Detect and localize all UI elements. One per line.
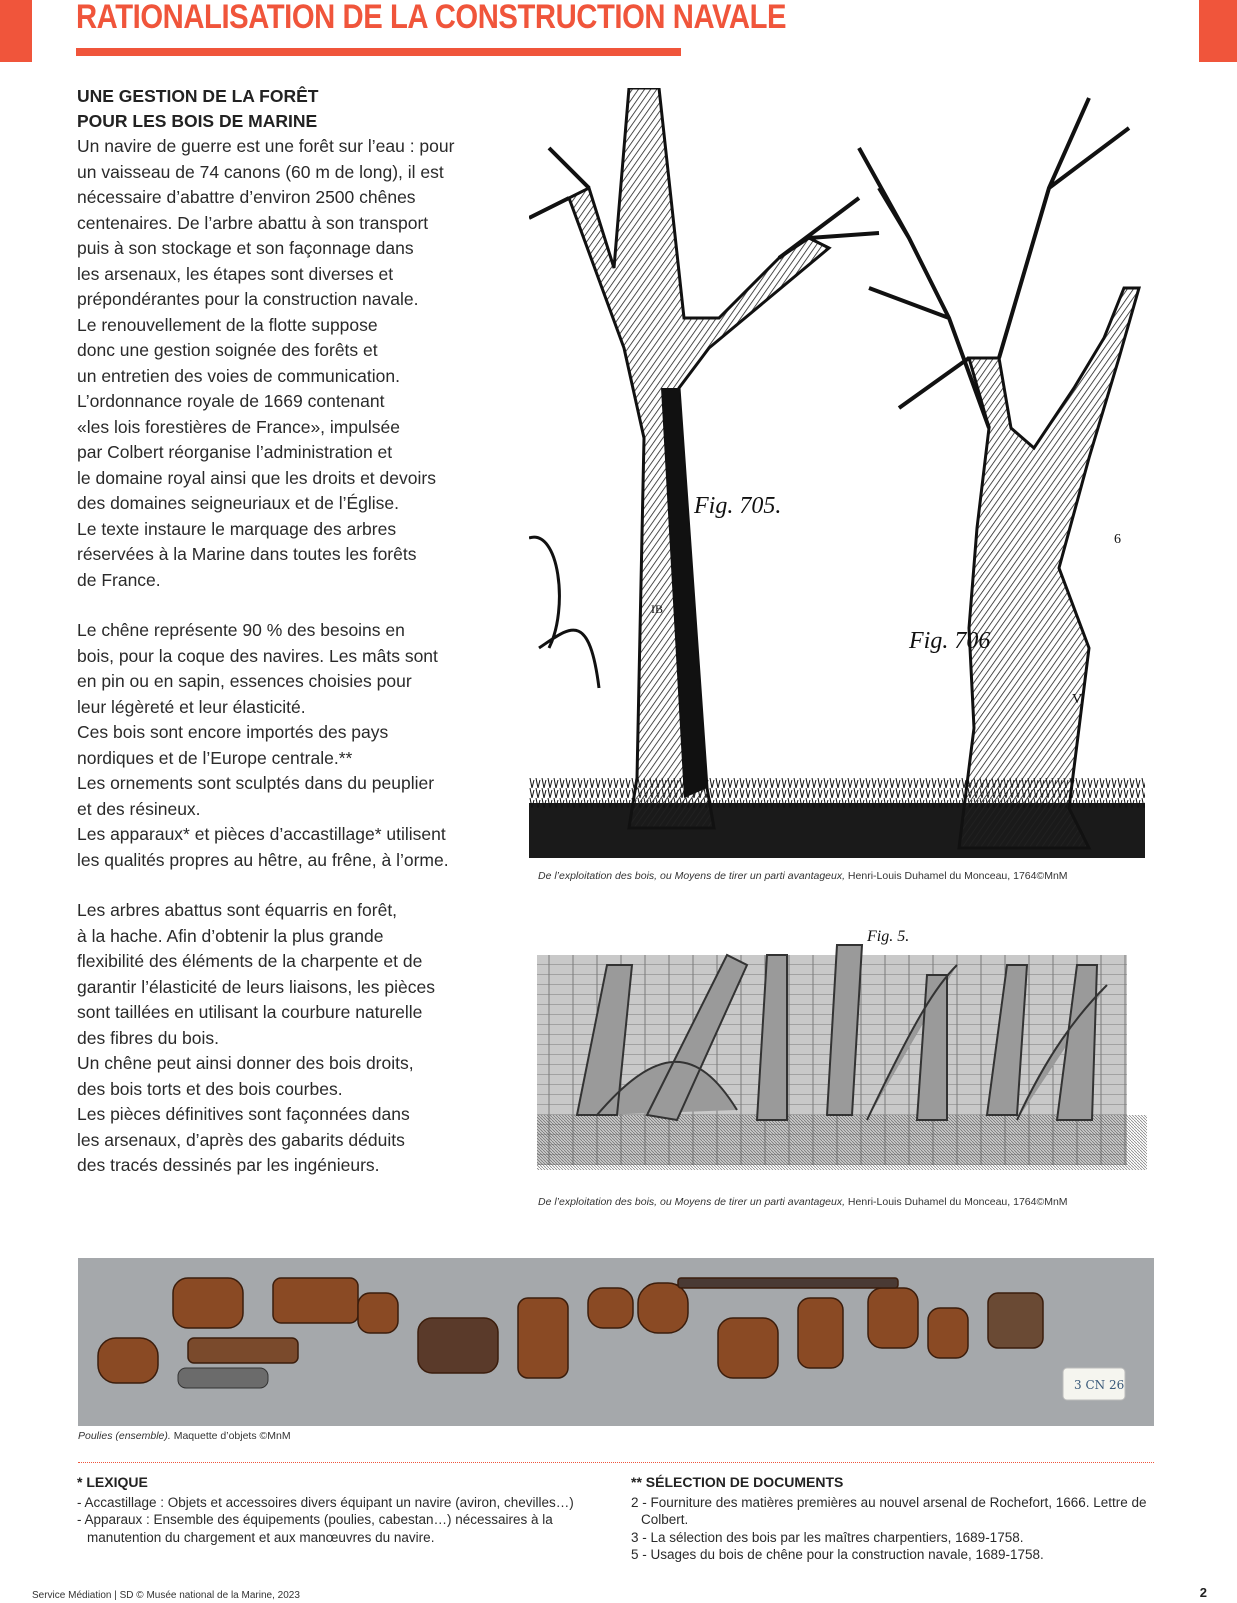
- section-heading-line: UNE GESTION DE LA FORÊT: [77, 86, 319, 106]
- page-number: 2: [1199, 1585, 1207, 1600]
- caption-photo-pulleys: [78, 1430, 291, 1442]
- paragraph-line: Les arbres abattus sont équarris en forêt,: [77, 900, 398, 920]
- caption-italic: De l’exploitation des bois, ou Moyens de tirer un parti avantageux,: [538, 870, 846, 882]
- paragraph-line: Le renouvellement de la flotte suppose: [77, 314, 378, 335]
- paragraph-line: puis à son stockage et son façonnage dans: [77, 238, 414, 258]
- paragraph-line: des domaines seigneuriaux et de l’Église.: [77, 493, 399, 513]
- paragraph-line: bois, pour la coque des navires. Les mâts sont: [77, 645, 438, 666]
- fig-label-right: Fig. 706: [909, 628, 991, 654]
- caption-credit: Henri-Louis Duhamel du Monceau, 1764©MnM: [845, 870, 1068, 882]
- engraving-timber-image: [537, 925, 1147, 1195]
- paragraph-line: Ces bois sont encore importés des pays: [77, 722, 389, 742]
- title-underline: [76, 48, 681, 56]
- paragraph-line: réservées à la Marine dans toutes les forêts: [77, 544, 417, 564]
- engraving-trees-image: [529, 88, 1145, 858]
- section-heading-line: POUR LES BOIS DE MARINE: [77, 111, 318, 131]
- corner-accent-right: [1199, 0, 1237, 62]
- caption-engraving-trees: [538, 870, 1068, 882]
- paragraph-line: par Colbert réorganise l’administration et: [77, 442, 393, 462]
- paragraph-line: Le texte instaure le marquage des arbres: [77, 518, 397, 539]
- paragraph-line: les arsenaux, les étapes sont diverses et: [77, 263, 394, 284]
- paragraph-line: Les apparaux* et pièces d’accastillage* utilisent: [77, 824, 446, 844]
- paragraph-line: les qualités propres au hêtre, au frêne, à l’orme.: [77, 849, 449, 870]
- paragraph-line: Les ornements sont sculptés dans du peuplier: [77, 773, 435, 793]
- paragraph-line: nécessaire d’abattre d’environ 2500 chênes: [77, 187, 416, 207]
- paragraph-line: leur légèreté et leur élasticité.: [77, 696, 306, 717]
- fig-label-left: Fig. 705.: [694, 493, 782, 519]
- fig-mark-v: V: [1072, 692, 1083, 707]
- caption-engraving-timber: [538, 1196, 1068, 1208]
- paragraph-line: en pin ou en sapin, essences choisies pour: [77, 671, 412, 691]
- footer-credit: Service Médiation | SD © Musée national de la Marine, 2023: [32, 1590, 300, 1601]
- paragraph-line: garantir l’élasticité de leurs liaisons, les pièces: [77, 976, 435, 997]
- paragraph-line: des fibres du bois.: [77, 1027, 220, 1048]
- document-item: 5 - Usages du bois de chêne pour la construction navale, 1689-1758.: [631, 1547, 1044, 1562]
- fig-mark-ib: IB: [651, 602, 663, 616]
- fig-label-timber: Fig. 5.: [867, 928, 910, 945]
- paragraph-line: donc une gestion soignée des forêts et: [77, 340, 378, 360]
- paragraph-forest-management: [77, 134, 477, 593]
- paragraph-line: centenaires. De l’arbre abattu à son transport: [77, 212, 429, 233]
- paragraph-line: les arsenaux, d’après des gabarits déduits: [77, 1129, 405, 1150]
- paragraph-line: flexibilité des éléments de la charpente et de: [77, 951, 423, 971]
- engraving-timber-drawing: [537, 925, 1147, 1195]
- lexique-title: * LEXIQUE: [77, 1474, 148, 1490]
- lexique-block: [77, 1474, 597, 1546]
- paragraph-line: nordiques et de l’Europe centrale.**: [77, 747, 353, 768]
- caption-italic: Poulies (ensemble).: [78, 1430, 171, 1442]
- paragraph-line: à la hache. Afin d’obtenir la plus grande: [77, 925, 384, 946]
- lexique-item: - Apparaux : Ensemble des équipements (poulies, cabestan…) nécessaires à la manutention du chargement et aux manœuvres du navire.: [77, 1512, 553, 1545]
- paragraph-line: un entretien des voies de communication.: [77, 365, 400, 386]
- paragraph-line: le domaine royal ainsi que les droits et devoirs: [77, 467, 436, 488]
- page-title: RATIONALISATION DE LA CONSTRUCTION NAVALE: [76, 0, 787, 36]
- paragraph-line: et des résineux.: [77, 798, 201, 819]
- paragraph-wood-species: [77, 618, 477, 873]
- section-heading: [77, 84, 477, 134]
- fig-mark-6: 6: [1114, 532, 1121, 547]
- documents-title: ** SÉLECTION DE DOCUMENTS: [631, 1474, 844, 1490]
- documents-block: [631, 1474, 1171, 1564]
- document-item: 3 - La sélection des bois par les maîtres charpentiers, 1689-1758.: [631, 1529, 1024, 1545]
- document-item: 2 - Fourniture des matières premières au nouvel arsenal de Rochefort, 1666. Lettre de Colbert.: [631, 1494, 1147, 1527]
- caption-credit: Henri-Louis Duhamel du Monceau, 1764©MnM: [845, 1196, 1068, 1208]
- paragraph-line: un vaisseau de 74 canons (60 m de long), il est: [77, 161, 444, 182]
- photo-pulleys: [78, 1258, 1154, 1426]
- paragraph-line: des tracés dessinés par les ingénieurs.: [77, 1155, 380, 1175]
- paragraph-line: «les lois forestières de France», impulsée: [77, 416, 400, 437]
- paragraph-line: de France.: [77, 569, 161, 590]
- paragraph-wood-shaping: [77, 898, 477, 1179]
- paragraph-line: Un chêne peut ainsi donner des bois droits,: [77, 1053, 414, 1073]
- paragraph-line: prépondérantes pour la construction navale.: [77, 289, 419, 309]
- photo-pulleys-drawing: [78, 1258, 1154, 1426]
- paragraph-line: des bois torts et des bois courbes.: [77, 1078, 343, 1099]
- paragraph-line: Les pièces définitives sont façonnées dans: [77, 1104, 410, 1124]
- paragraph-line: Le chêne représente 90 % des besoins en: [77, 620, 405, 640]
- paragraph-line: sont taillées en utilisant la courbure naturelle: [77, 1002, 423, 1022]
- engraving-trees-drawing: [529, 88, 1145, 858]
- corner-accent-left: [0, 0, 32, 62]
- paragraph-line: Un navire de guerre est une forêt sur l’eau : pour: [77, 136, 455, 156]
- caption-credit: Maquette d’objets ©MnM: [170, 1430, 291, 1442]
- inventory-tag: 3 CN 26: [1074, 1378, 1125, 1392]
- lexique-item: - Accastillage : Objets et accessoires divers équipant un navire (aviron, chevilles…): [77, 1494, 574, 1510]
- caption-italic: De l’exploitation des bois, ou Moyens de tirer un parti avantageux,: [538, 1196, 846, 1208]
- section-divider: [78, 1462, 1154, 1463]
- body-text-column: [77, 84, 477, 1204]
- paragraph-line: L’ordonnance royale de 1669 contenant: [77, 391, 385, 411]
